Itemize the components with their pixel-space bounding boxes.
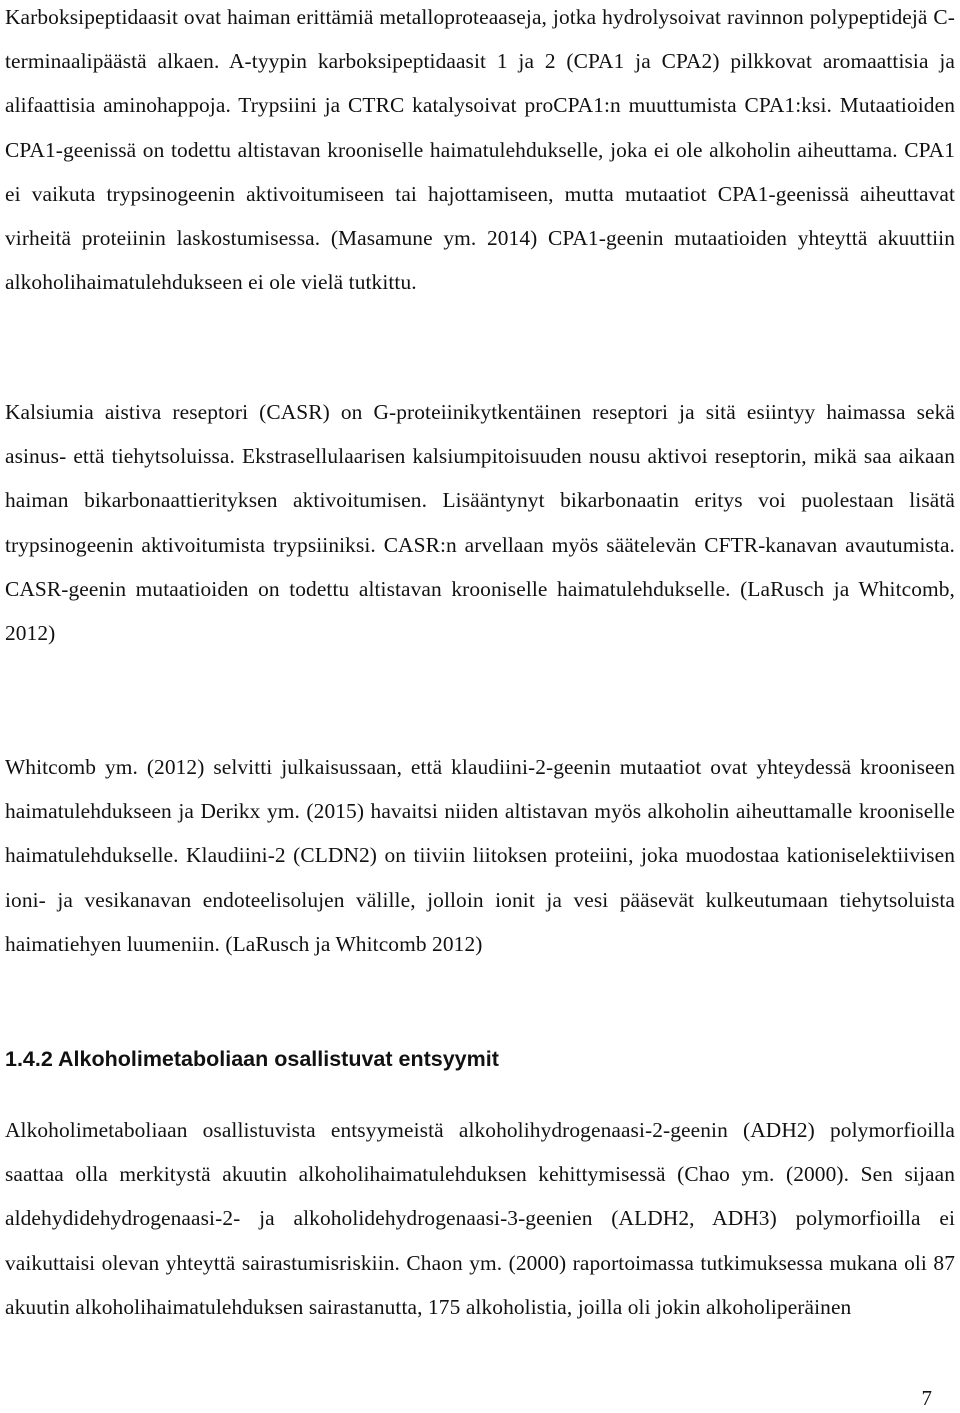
section-title: Alkoholimetaboliaan osallistuvat entsyymit bbox=[58, 1047, 499, 1071]
paragraph-alcohol-metabolism: Alkoholimetaboliaan osallistuvista entsyymeistä alkoholihydrogenaasi-2-geenin (ADH2) polymorfioilla saattaa olla merkitystä akuutin alkoholihaimatulehduksen kehittymisessä (Chao ym. (2000). Sen sijaan aldehydidehydrogenaasi-2- ja alkoholidehydrogenaasi-3-geenien (ALDH2, ADH3) polymorfioilla ei vaikuttaisi olevan yhteyttä sairastumisriskiin. Chaon ym. (2000) raportoimassa tutkimuksessa mukana oli 87 akuutin alkoholihaimatulehduksen sairastanutta, 175 alkoholistia, joilla oli jokin alkoholiperäinen bbox=[5, 1118, 955, 1319]
section-number: 1.4.2 bbox=[5, 1047, 53, 1071]
paragraph-claudin-2: Whitcomb ym. (2012) selvitti julkaisussaan, että klaudiini-2-geenin mutaatiot ovat yhteydessä krooniseen haimatulehdukseen ja Derikx ym. (2015) havaitsi niiden altistavan myös alkoholin aiheuttamalle krooniselle haimatulehdukselle. Klaudiini-2 (CLDN2) on tiiviin liitoksen proteiini, joka muodostaa kationiselektiivisen ioni- ja vesikanavan endoteelisolujen välille, jolloin ionit ja vesi pääsevät kulkeutumaan tiehytsoluista haimatiehyen luumeniin. (LaRusch ja Whitcomb 2012) bbox=[5, 755, 955, 956]
paragraph-cpa1: Karboksipeptidaasit ovat haiman erittämiä metalloproteaaseja, jotka hydrolysoivat ravinnon polypeptidejä C-terminaalipäästä alkaen. A-tyypin karboksipeptidaasit 1 ja 2 (CPA1 ja CPA2) pilkkovat aromaattisia ja alifaattisia aminohappoja. Trypsiini ja CTRC katalysoivat proCPA1:n muuttumista CPA1:ksi. Mutaatioiden CPA1-geenissä on todettu altistavan krooniselle haimatulehdukselle, joka ei ole alkoholin aiheuttama. CPA1 ei vaikuta trypsinogeenin aktivoitumiseen tai hajottamiseen, mutta mutaatiot CPA1-geenissä aiheuttavat virheitä proteiinin laskostumisessa. (Masamune ym. 2014) CPA1-geenin mutaatioiden yhteyttä akuuttiin alkoholihaimatulehdukseen ei ole vielä tutkittu. bbox=[5, 5, 955, 295]
section-heading bbox=[5, 1044, 955, 1074]
paragraph-casr: Kalsiumia aistiva reseptori (CASR) on G-proteiinikytkentäinen reseptori ja sitä esiintyy haimassa sekä asinus- että tiehytsoluissa. Ekstrasellulaarisen kalsiumpitoisuuden nousu aktivoi reseptorin, mikä saa aikaan haiman bikarbonaattierityksen aktivoitumisen. Lisääntynyt bikarbonaatin eritys voi puolestaan lisätä trypsinogeenin aktivoitumista trypsiiniksi. CASR:n arvellaan myös säätelevän CFTR-kanavan avautumista. CASR-geenin mutaatioiden on todettu altistavan krooniselle haimatulehdukselle. (LaRusch ja Whitcomb, 2012) bbox=[5, 400, 955, 646]
page-number: 7 bbox=[921, 1386, 932, 1410]
